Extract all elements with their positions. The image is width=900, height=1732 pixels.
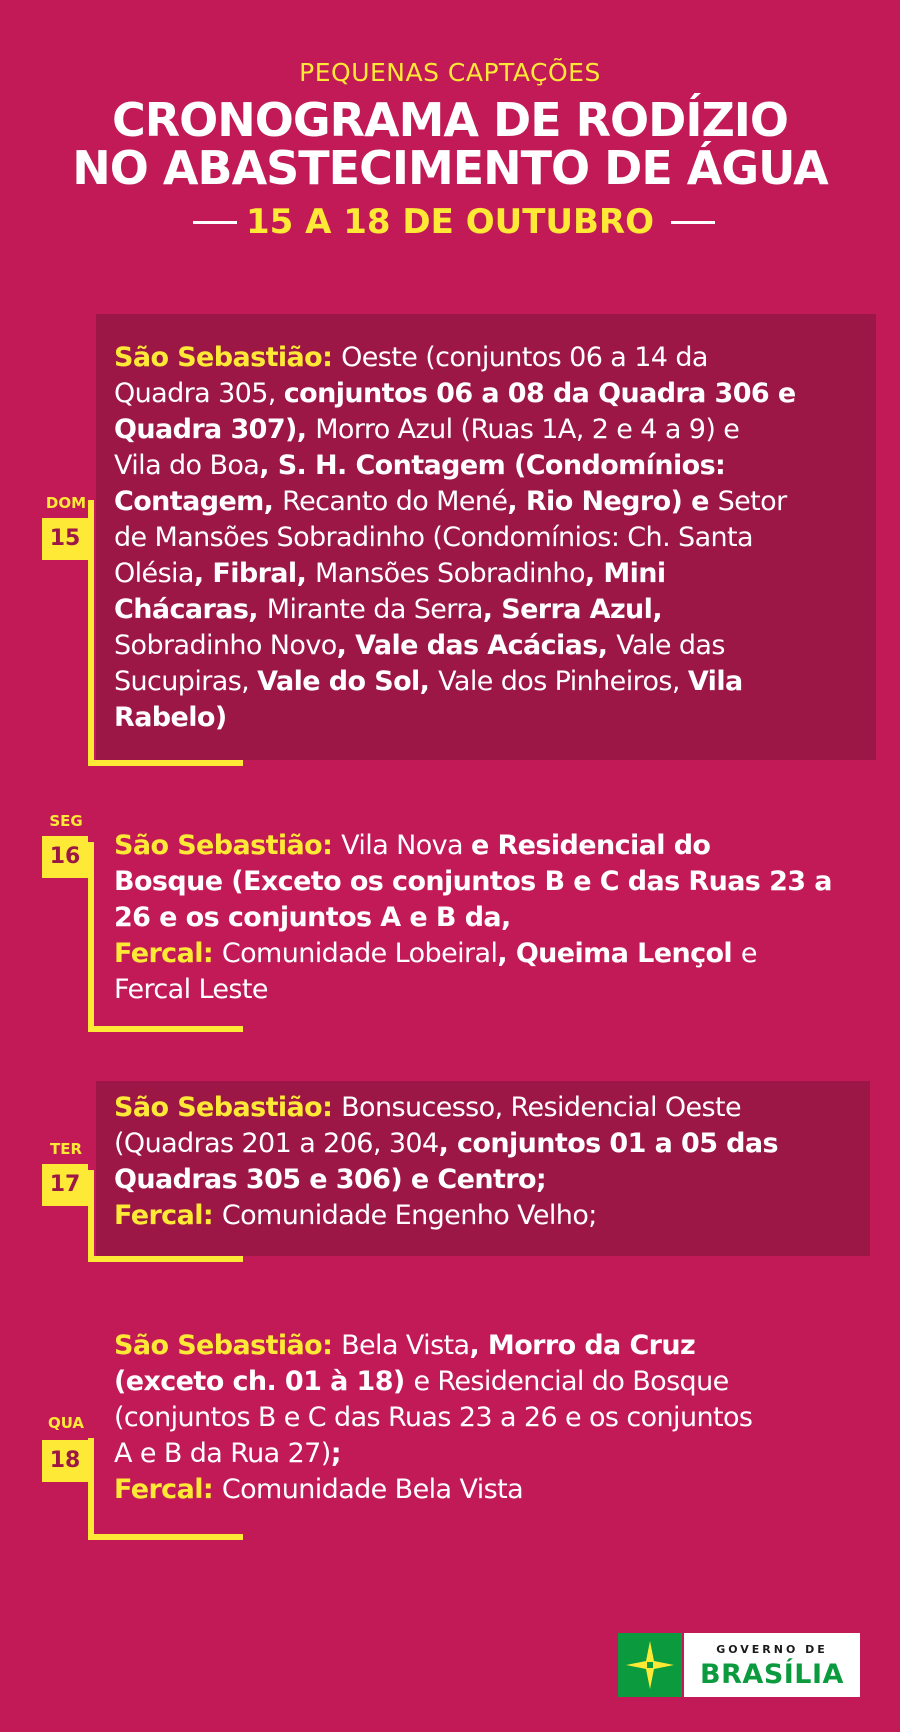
description-line [114,1472,752,1508]
location-text: e Residencial do [470,830,711,861]
location-text: A e B da Rua 27) [114,1438,331,1469]
title-line-1: CRONOGRAMA DE RODÍZIO [111,93,789,147]
weekday-label: QUA [47,1414,85,1432]
description-line [114,556,796,592]
day-description [114,1328,752,1508]
location-text: Vale do Sol, [257,666,439,697]
location-text: Vale das [616,630,725,661]
description-line [114,1328,752,1364]
brasilia-cross-icon [618,1633,682,1697]
title-line-2: NO ABASTECIMENTO DE ÁGUA [72,141,828,195]
location-text: conjuntos 06 a 08 da Quadra 306 e [283,378,796,409]
location-text: , S. H. Contagem (Condomínios: [259,450,726,481]
description-line [114,900,832,936]
description-line [114,1162,778,1198]
description-line [114,448,796,484]
date-range: 15 A 18 DE OUTUBRO [245,202,655,242]
description-line [114,520,796,556]
location-text: Setor [717,486,787,517]
region-label: Fercal: [114,938,222,969]
location-text: Vila Nova [341,830,471,861]
location-text: Sucupiras, [114,666,258,697]
location-text: Comunidade Bela Vista [221,1474,524,1505]
description-line [114,828,832,864]
logo-small-text: GOVERNO DE [716,1643,828,1656]
brasilia-flag [618,1633,682,1697]
location-text: Mirante da Serra [266,594,483,625]
location-text: Fercal Leste [114,974,268,1005]
location-text: , Fibral, [193,558,316,589]
location-text: Vila [687,666,743,697]
location-text: Chácaras, [114,594,267,625]
location-text: Rabelo) [114,702,227,733]
description-line [114,628,796,664]
location-text: Quadra 305, [114,378,284,409]
day-number-badge: 15 [42,518,88,560]
description-line [114,1126,778,1162]
description-line [114,864,832,900]
location-text: Comunidade Lobeiral [221,938,498,969]
kicker-text: PEQUENAS CAPTAÇÕES [299,58,601,87]
location-text: Bela Vista [341,1330,470,1361]
location-text: Comunidade Engenho Velho; [221,1200,597,1231]
weekday-label: SEG [49,812,83,830]
location-text: Oeste (conjuntos 06 a 14 da [341,342,708,373]
location-text: Bonsucesso, Residencial Oeste [341,1092,742,1123]
day-number-badge: 18 [42,1440,88,1482]
region-label: Fercal: [114,1200,222,1231]
location-text: (conjuntos B e C das Ruas 23 a 26 e os conjuntos [114,1402,753,1433]
day-description [114,828,832,1008]
location-text: , Queima Lençol [497,938,741,969]
weekday-label: DOM [45,494,87,512]
description-line [114,412,796,448]
description-line [114,1364,752,1400]
location-text: , Mini [584,558,666,589]
day-number-badge: 17 [42,1164,88,1206]
location-text: e Residencial do Bosque [413,1366,729,1397]
location-text: Recanto do Mené [282,486,508,517]
description-line [114,664,796,700]
description-line [114,1436,752,1472]
description-line [114,1198,778,1234]
description-line [114,340,796,376]
weekday-label: TER [49,1140,83,1158]
description-line [114,484,796,520]
description-line [114,936,832,972]
description-line [114,592,796,628]
location-text: (Quadras 201 a 206, 304 [114,1128,439,1159]
location-text: Vila do Boa [114,450,260,481]
location-text: Bosque (Exceto os conjuntos B e C das Ruas 23 a [114,866,832,897]
region-label: São Sebastião: [114,1092,342,1123]
logo-big-text: BRASÍLIA [700,1659,844,1690]
location-text: , Rio Negro) e [507,486,718,517]
date-row [0,200,900,246]
location-text: Mansões Sobradinho [315,558,585,589]
description-line [114,376,796,412]
location-text: de Mansões Sobradinho (Condomínios: Ch. Santa [114,522,753,553]
governo-brasilia-logo [618,1633,860,1697]
day-description [114,1090,778,1234]
location-text: Quadra 307), [114,414,316,445]
location-text: e [740,938,757,969]
location-text: Quadras 305 e 306) e Centro; [114,1164,547,1195]
description-line [114,1400,752,1436]
location-text: , Vale das Acácias, [336,630,617,661]
location-text: Vale dos Pinheiros, [438,666,688,697]
logo-wordmark [684,1633,860,1697]
description-line [114,1090,778,1126]
location-text: ; [330,1438,341,1469]
right-dash [671,221,715,224]
page-title [0,93,900,195]
day-number-badge: 16 [42,836,88,878]
region-label: São Sebastião: [114,342,342,373]
region-label: São Sebastião: [114,830,342,861]
location-text: Contagem, [114,486,283,517]
location-text: (exceto ch. 01 à 18) [114,1366,414,1397]
location-text: 26 e os conjuntos A e B da, [114,902,511,933]
location-text: , Morro da Cruz [469,1330,696,1361]
location-text: Sobradinho Novo [114,630,337,661]
day-description [114,340,796,736]
region-label: São Sebastião: [114,1330,342,1361]
location-text: , Serra Azul, [482,594,662,625]
location-text: Olésia [114,558,194,589]
location-text: Morro Azul (Ruas 1A, 2 e 4 a 9) e [315,414,740,445]
description-line [114,972,832,1008]
region-label: Fercal: [114,1474,222,1505]
location-text: , conjuntos 01 a 05 das [438,1128,779,1159]
description-line [114,700,796,736]
